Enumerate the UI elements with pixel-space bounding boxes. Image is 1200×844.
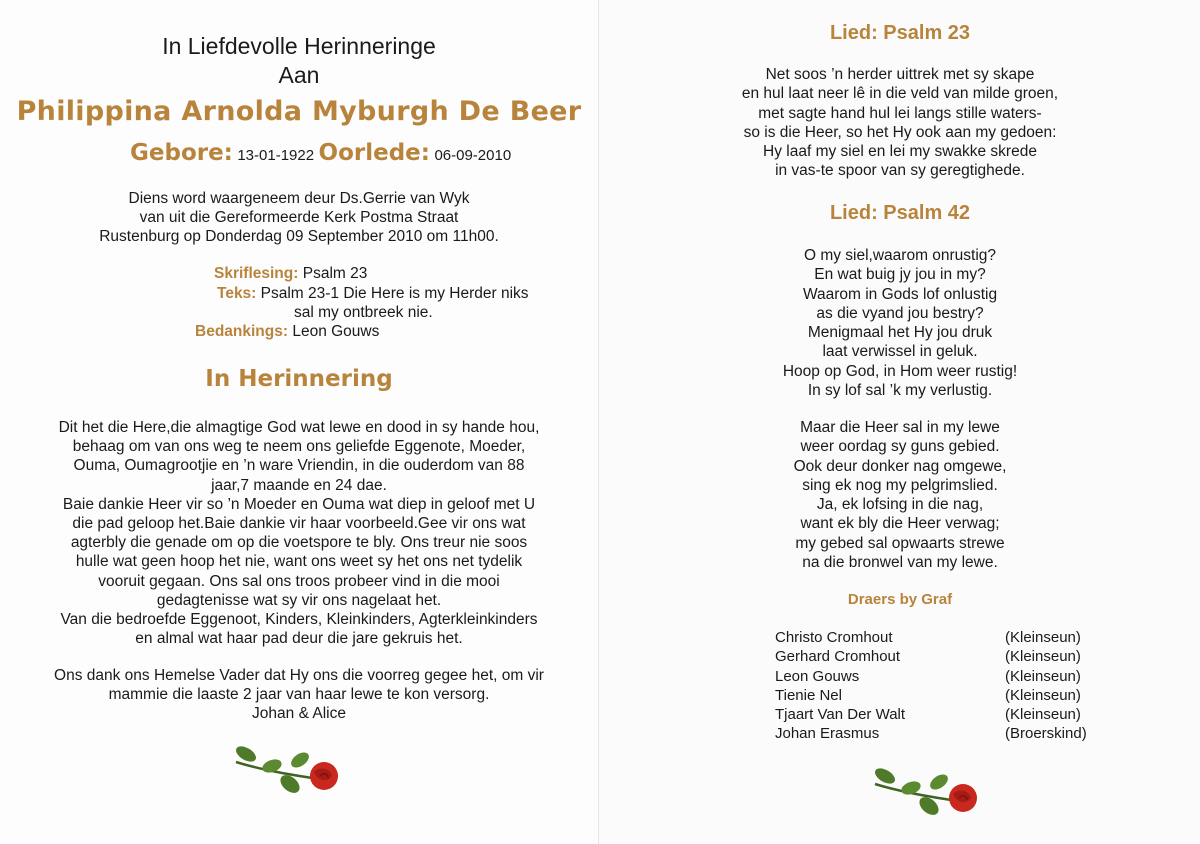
- song-line: na die bronwel van my lewe.: [802, 554, 998, 572]
- rose-icon: [232, 740, 347, 800]
- bearer-name: Gerhard Cromhout: [775, 648, 901, 666]
- song-line: want ek bly die Heer verwag;: [800, 515, 1000, 533]
- song1-title: Lied: Psalm 23: [829, 22, 971, 44]
- sermon-text-continued: sal my ontbreek nie.: [294, 304, 433, 321]
- list-item: [775, 667, 1105, 686]
- song-line: O my siel,waarom onrustig?: [803, 247, 997, 264]
- rose-icon: [871, 762, 986, 822]
- song1-verse: [599, 65, 1200, 181]
- bearer-name: Leon Gouws: [775, 667, 860, 685]
- bearer-relation: (Kleinseun): [1005, 706, 1081, 724]
- song-line: Maar die Heer sal in my lewe: [800, 419, 1000, 436]
- song-line: en hul laat neer lê in die veld van milde groen,: [741, 85, 1059, 103]
- tribute-line: gedagtenisse wat sy vir ons nagelaat het.: [156, 591, 442, 609]
- heading-to: Aan: [278, 62, 320, 88]
- right-page: [598, 0, 1200, 844]
- text-value: Psalm 23-1 Die Here is my Herder niks: [260, 285, 529, 302]
- list-item: [775, 647, 1105, 666]
- bearer-name: Johan Erasmus: [775, 725, 880, 743]
- pallbearers-list: [775, 628, 1105, 744]
- closing-line: Ons dank ons Hemelse Vader dat Hy ons die voorreg gegee het, om vir: [54, 667, 544, 684]
- scripture-reading: [214, 265, 367, 283]
- acknowledgements: [195, 323, 379, 341]
- song2-title: Lied: Psalm 42: [829, 202, 971, 224]
- tribute-line: vooruit gegaan. Ons sal ons troos probeer vind in die mooi: [98, 572, 500, 590]
- reading-label: Skriflesing:: [214, 265, 299, 282]
- bearer-relation: (Kleinseun): [1005, 648, 1081, 666]
- list-item: [775, 724, 1105, 743]
- born-date: 13-01-1922: [237, 147, 315, 164]
- song-line: Net soos ’n herder uittrek met sy skape: [765, 66, 1035, 83]
- tribute-line: hulle wat geen hoop het nie, want ons weet sy het ons net tydelik: [75, 553, 523, 571]
- bearer-relation: (Kleinseun): [1005, 686, 1081, 704]
- bearer-name: Tienie Nel: [775, 686, 842, 704]
- reading-value: Psalm 23: [302, 265, 368, 282]
- heading-in-loving-memory: In Liefdevolle Herinneringe: [162, 33, 436, 59]
- bearer-name: Tjaart Van Der Walt: [775, 706, 906, 724]
- closing-line: mammie die laaste 2 jaar van haar lewe te kon versorg.: [108, 686, 490, 703]
- song-line: Ja, ek lofsing in die nag,: [816, 496, 984, 514]
- song-line: weer oordag sy guns gebied.: [800, 438, 1000, 456]
- song-line: Ook deur donker nag omgewe,: [793, 457, 1007, 475]
- song-line: laat verwissel in geluk.: [822, 343, 978, 361]
- song-line: Menigmaal het Hy jou druk: [807, 324, 993, 342]
- in-memory-heading: In Herinnering: [205, 366, 393, 392]
- song-line: Waarom in Gods lof onlustig: [802, 285, 998, 303]
- song2-verse1: [599, 246, 1200, 400]
- dates-line: [130, 140, 550, 166]
- tribute-line: jaar,7 maande en 24 dae.: [211, 476, 387, 494]
- song-line: so is die Heer, so het Hy ook aan my gedoen:: [743, 123, 1057, 141]
- closing-signature: Johan & Alice: [252, 705, 346, 722]
- left-page: [0, 0, 598, 844]
- list-item: [775, 628, 1105, 647]
- tribute-line: Baie dankie Heer vir so ’n Moeder en Ouma wat diep in geloof met U: [62, 495, 536, 513]
- closing-text: [26, 666, 572, 723]
- song-line: En wat buig jy jou in my?: [814, 266, 986, 284]
- bearer-name: Christo Cromhout: [775, 629, 893, 646]
- tribute-line: Dit het die Here,die almagtige God wat lewe en dood in sy hande hou,: [58, 419, 540, 436]
- service-details: [0, 189, 598, 246]
- song2-verse2: [599, 418, 1200, 572]
- tribute-line: die pad geloop het.Baie dankie vir haar voorbeeld.Gee vir ons wat: [72, 515, 526, 533]
- text-label: Teks:: [217, 285, 257, 302]
- tribute-text: [26, 418, 572, 648]
- song-line: as die vyand jou bestry?: [816, 304, 984, 322]
- thanks-value: Leon Gouws: [292, 323, 380, 340]
- list-item: [775, 686, 1105, 705]
- song-line: met sagte hand hul lei langs stille waters-: [758, 104, 1042, 122]
- song-line: Hoop op God, in Hom weer rustig!: [782, 362, 1018, 380]
- born-label: Gebore:: [130, 140, 233, 166]
- song-line: Hy laaf my siel en lei my swakke skrede: [763, 143, 1037, 161]
- song-line: sing ek nog my pelgrimslied.: [802, 476, 998, 494]
- song-line: In sy lof sal ’k my verlustig.: [807, 382, 993, 400]
- tribute-line: Ouma, Oumagrootjie en ’n ware Vriendin, in die ouderdom van 88: [73, 457, 525, 475]
- tribute-line: behaag om van ons weg te neem ons geliefde Eggenote, Moeder,: [72, 438, 526, 456]
- bearer-relation: (Broerskind): [1005, 725, 1087, 743]
- pallbearers-title: Draers by Graf: [847, 591, 953, 608]
- tribute-line: agterbly die genade om op die voetspore te bly. Ons treur nie soos: [70, 534, 528, 552]
- service-line: Diens word waargeneem deur Ds.Gerrie van Wyk: [128, 190, 470, 207]
- service-line: Rustenburg op Donderdag 09 September 2010 om 11h00.: [99, 228, 499, 245]
- bearer-relation: (Kleinseun): [1005, 629, 1081, 646]
- service-line: van uit die Gereformeerde Kerk Postma Straat: [139, 209, 459, 226]
- song-line: in vas-te spoor van sy geregtighede.: [775, 162, 1025, 180]
- tribute-line: Van die bedroefde Eggenoot, Kinders, Kleinkinders, Agterkleinkinders: [60, 611, 538, 629]
- list-item: [775, 705, 1105, 724]
- thanks-label: Bedankings:: [195, 323, 289, 340]
- died-date: 06-09-2010: [434, 147, 512, 164]
- bearer-relation: (Kleinseun): [1005, 667, 1081, 685]
- sermon-text: [217, 285, 529, 303]
- died-label: Oorlede:: [318, 140, 430, 166]
- song-line: my gebed sal opwaarts strewe: [795, 534, 1005, 552]
- deceased-name: Philippina Arnolda Myburgh De Beer: [16, 96, 582, 127]
- tribute-line: en almal wat haar pad deur die jare gekruis het.: [135, 630, 463, 648]
